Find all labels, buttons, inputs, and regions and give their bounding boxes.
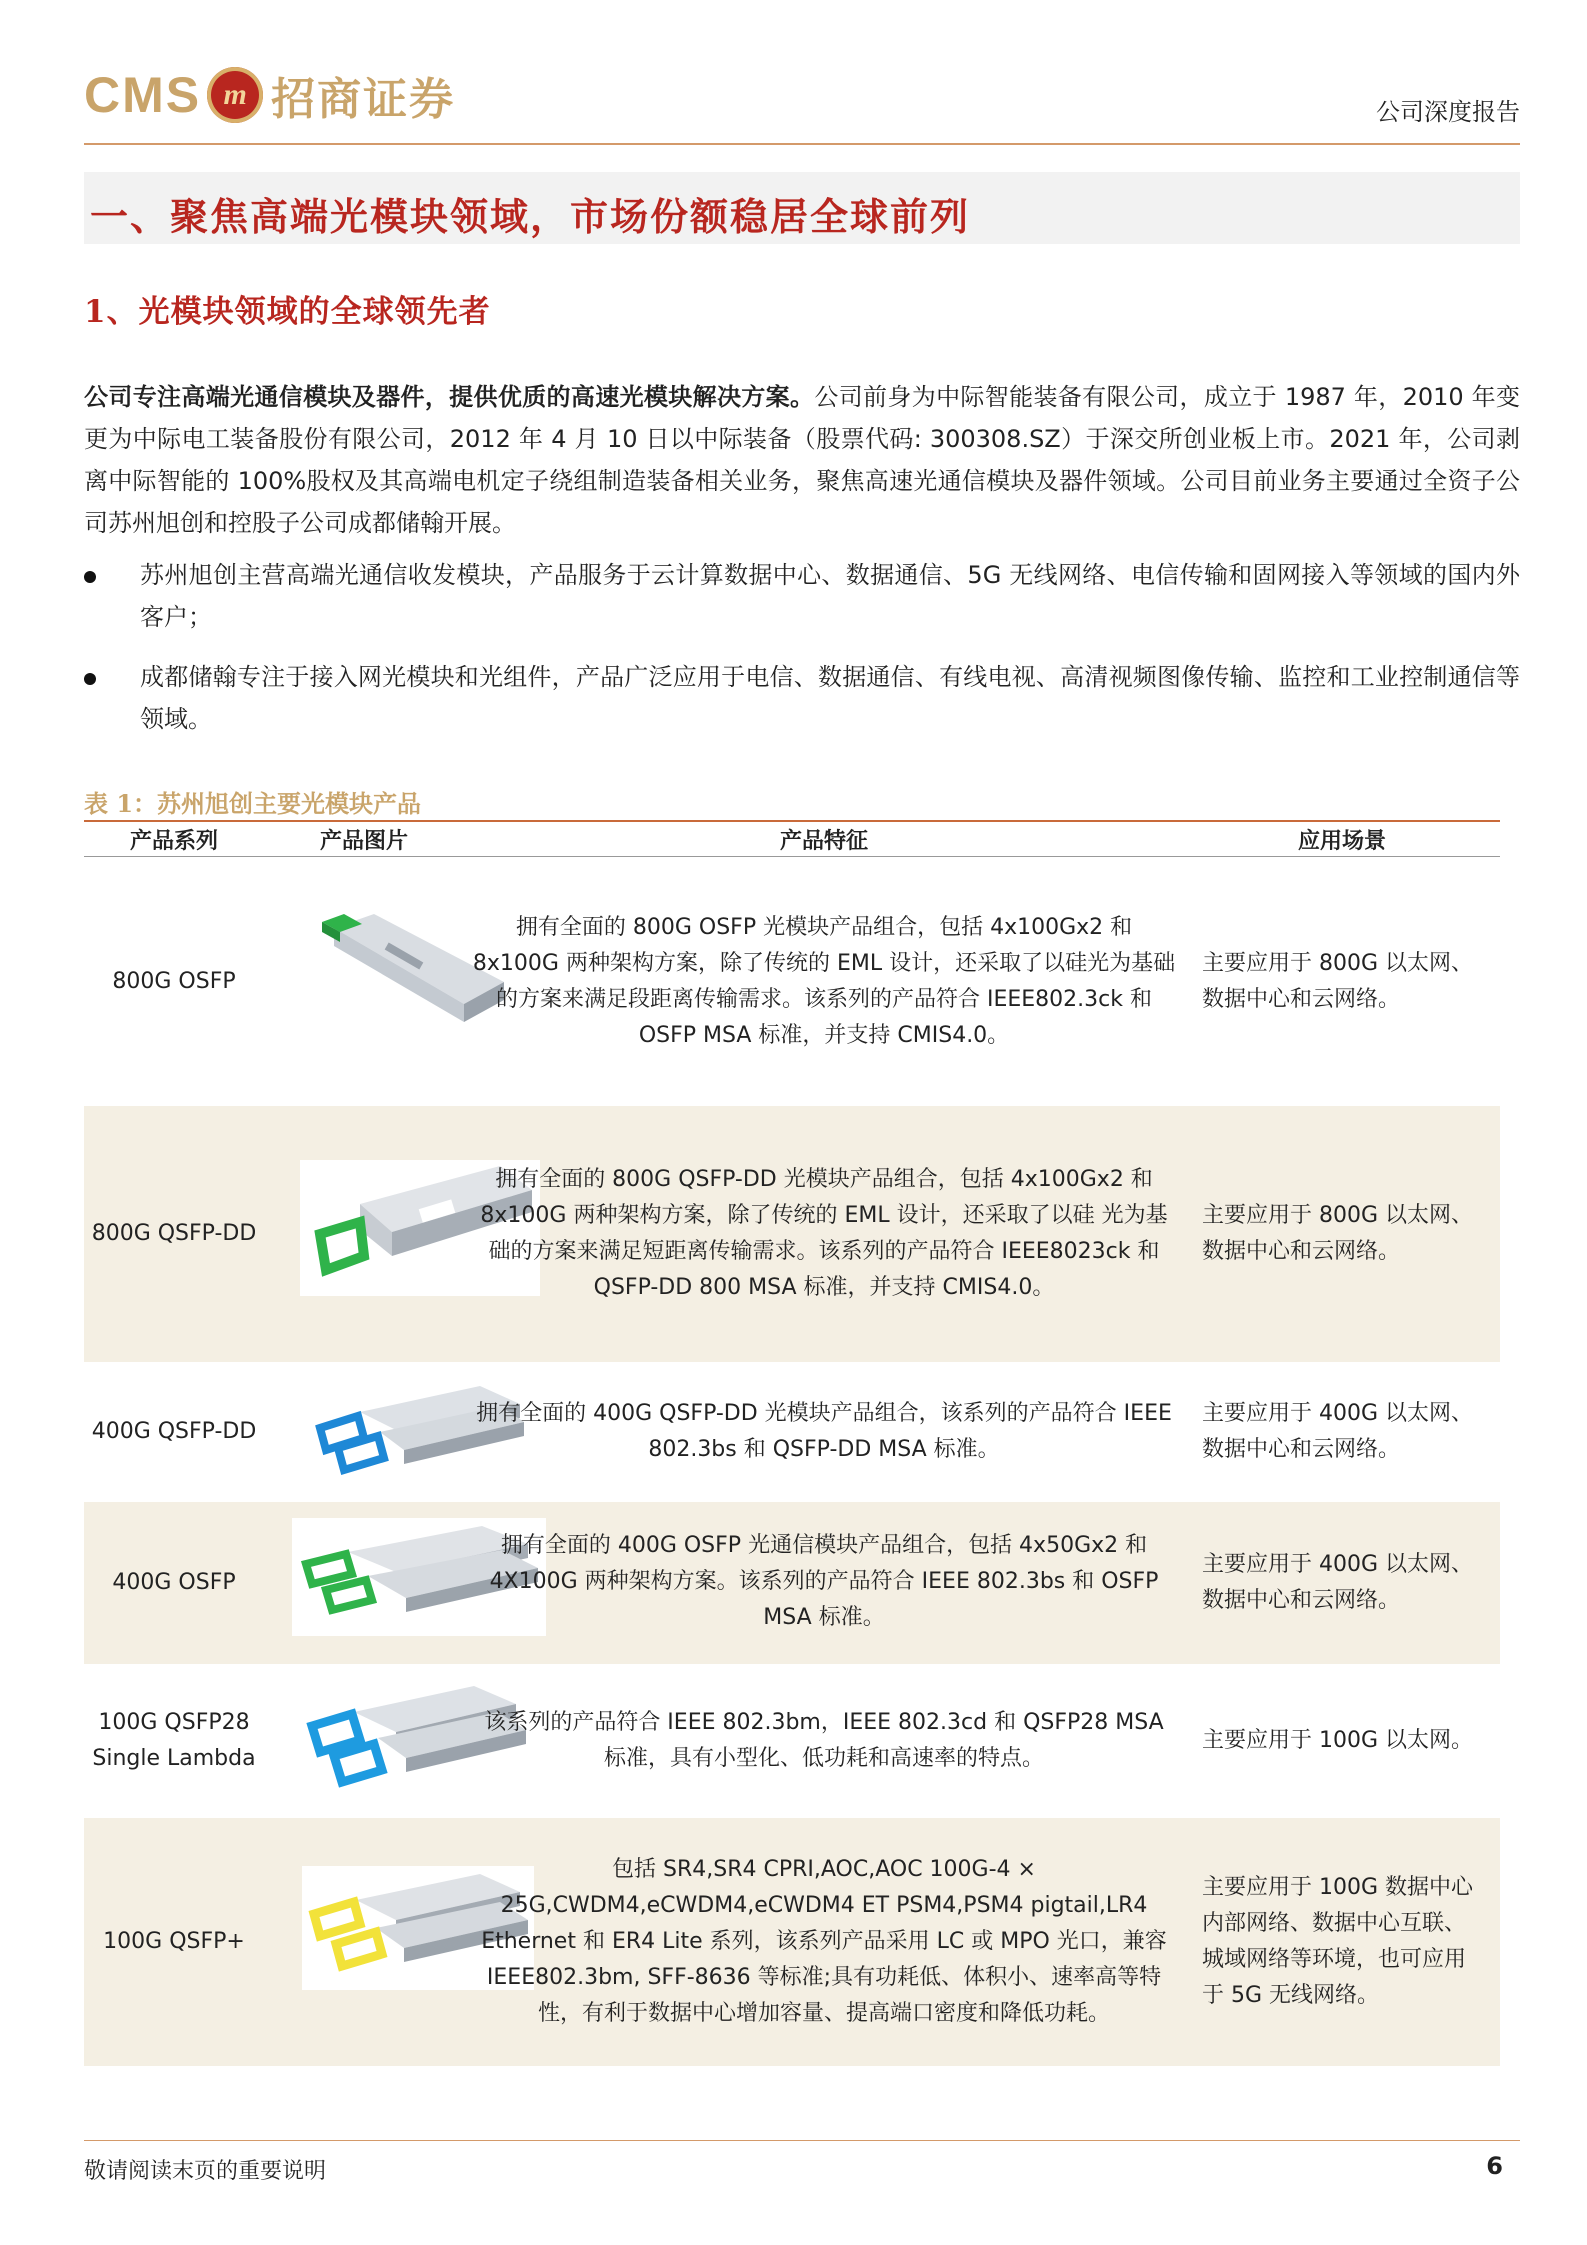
row-features: 拥有全面的 800G QSFP-DD 光模块产品组合，包括 4x100Gx2 和 8x100G 两种架构方案，除了传统的 EML 设计，还采取了以硅 光为基础的方案来满足短距离传输需求。该系列的产品符合 IEEE8023ck 和 QSFP-DD 800 MSA 标准，并支持 CMIS4.0。 bbox=[480, 1167, 1168, 1300]
bullet-text: 成都储翰专注于接入网光模块和光组件，产品广泛应用于电信、数据通信、有线电视、高清视频图像传输、监控和工业控制通信等领域。 bbox=[140, 663, 1520, 733]
cms-logo bbox=[84, 60, 455, 130]
intro-body: 公司前身为中际智能装备有限公司，成立于 1987 年，2010 年变更为中际电工装备股份有限公司，2012 年 4 月 10 日以中际装备（股票代码: 300308.SZ）于深交所创业板上市。2021 年，公司剥离中际智能的 100%股权及其高端电机定子绕组制造装备相关业务，聚焦高速光通信模块及器件领域。公司目前业务主要通过全资子公司苏州旭创和控股子公司成都储翰开展。 bbox=[84, 383, 1521, 537]
table-row bbox=[84, 1664, 1500, 1818]
intro-lead: 公司专注高端光通信模块及器件，提供优质的高速光模块解决方案。 bbox=[84, 383, 815, 411]
report-type: 公司深度报告 bbox=[1376, 98, 1520, 126]
row-application bbox=[1184, 858, 1500, 1106]
footer-note: 敬请阅读末页的重要说明 bbox=[84, 2159, 327, 2184]
header-series: 产品系列 bbox=[129, 829, 218, 854]
table-row bbox=[84, 1502, 1500, 1664]
bullet-dot-icon bbox=[84, 571, 96, 583]
row-application bbox=[1184, 1362, 1500, 1502]
bullet-item bbox=[84, 656, 1520, 740]
row-series: 400G QSFP-DD bbox=[91, 1419, 257, 1444]
row-series: 800G QSFP-DD bbox=[91, 1221, 257, 1246]
row-features: 拥有全面的 800G OSFP 光模块产品组合，包括 4x100Gx2 和 8x100G 两种架构方案，除了传统的 EML 设计，还采取了以硅光为基础的方案来满足段距离传输需求。该系列的产品符合 IEEE802.3ck 和 OSFP MSA 标准，并支持 CMIS4.0。 bbox=[472, 915, 1176, 1048]
row-features: 拥有全面的 400G QSFP-DD 光模块产品组合，该系列的产品符合 IEEE 802.3bs 和 QSFP-DD MSA 标准。 bbox=[476, 1401, 1172, 1462]
section-title-band bbox=[84, 172, 1520, 244]
row-features: 拥有全面的 400G OSFP 光通信模块产品组合，包括 4x50Gx2 和 4X100G 两种架构方案。该系列的产品符合 IEEE 802.3bs 和 OSFP MSA 标准。 bbox=[489, 1533, 1159, 1630]
application-text: 主要应用于 800G 以太网、数据中心和云网络。 bbox=[1202, 951, 1474, 1012]
bullet-dot-icon bbox=[84, 673, 96, 685]
row-application bbox=[1184, 1664, 1500, 1818]
logo-chinese: 招商证券 bbox=[271, 74, 456, 125]
row-series: 800G OSFP bbox=[112, 969, 236, 994]
application-text: 主要应用于 800G 以太网、数据中心和云网络。 bbox=[1202, 1203, 1474, 1264]
row-application bbox=[1184, 1502, 1500, 1664]
row-features: 该系列的产品符合 IEEE 802.3bm，IEEE 802.3cd 和 QSFP28 MSA 标准，具有小型化、低功耗和高速率的特点。 bbox=[484, 1710, 1164, 1771]
page-header bbox=[84, 60, 1520, 140]
bullet-text: 苏州旭创主营高端光通信收发模块，产品服务于云计算数据中心、数据通信、5G 无线网络、电信传输和固网接入等领域的国内外客户； bbox=[140, 561, 1520, 631]
logo-latin: CMS bbox=[84, 67, 202, 123]
application-text: 主要应用于 400G 以太网、数据中心和云网络。 bbox=[1202, 1401, 1474, 1462]
subsection-title: 1、光模块领域的全球领先者 bbox=[84, 294, 491, 330]
table-header bbox=[84, 822, 1500, 856]
header-image: 产品图片 bbox=[319, 829, 408, 854]
table-title: 表 1：苏州旭创主要光模块产品 bbox=[84, 789, 422, 818]
section-title: 一、聚焦高端光模块领域，市场份额稳居全球前列 bbox=[90, 194, 971, 239]
table-header-rule bbox=[84, 856, 1500, 857]
row-series: 400G OSFP bbox=[112, 1570, 236, 1595]
row-application bbox=[1184, 1818, 1500, 2066]
intro-paragraph bbox=[84, 376, 1520, 544]
header-application: 应用场景 bbox=[1297, 829, 1386, 854]
table-row bbox=[84, 1362, 1500, 1502]
header-features: 产品特征 bbox=[779, 829, 868, 854]
application-text: 主要应用于 100G 数据中心内部网络、数据中心互联、城域网络等环境，也可应用于 5G 无线网络。 bbox=[1202, 1875, 1474, 2008]
logo-seal-icon: m bbox=[207, 67, 263, 123]
row-series: 100G QSFP28 Single Lambda bbox=[92, 1710, 256, 1771]
footer-divider bbox=[84, 2140, 1520, 2141]
row-features: 包括 SR4,SR4 CPRI,AOC,AOC 100G-4 × 25G,CWDM4,eCWDM4,eCWDM4 ET PSM4,PSM4 pigtail,LR4 Ethernet 和 ER4 Lite 系列，该系列产品采用 LC 或 MPO 光口，兼容 IEEE802.3bm, SFF-8636 等标准;具有功耗低、体积小、速率高等特性，有利于数据中心增加容量、提高端口密度和降低功耗。 bbox=[481, 1857, 1167, 2026]
table-row bbox=[84, 1106, 1500, 1362]
page-number: 6 bbox=[1486, 2152, 1503, 2180]
row-series: 100G QSFP+ bbox=[103, 1929, 245, 1954]
table-row bbox=[84, 1818, 1500, 2066]
row-application bbox=[1184, 1106, 1500, 1362]
application-text: 主要应用于 100G 以太网。 bbox=[1202, 1728, 1474, 1753]
bullet-item bbox=[84, 554, 1520, 638]
table-row bbox=[84, 858, 1500, 1106]
application-text: 主要应用于 400G 以太网、数据中心和云网络。 bbox=[1202, 1552, 1474, 1613]
header-divider bbox=[84, 143, 1520, 145]
